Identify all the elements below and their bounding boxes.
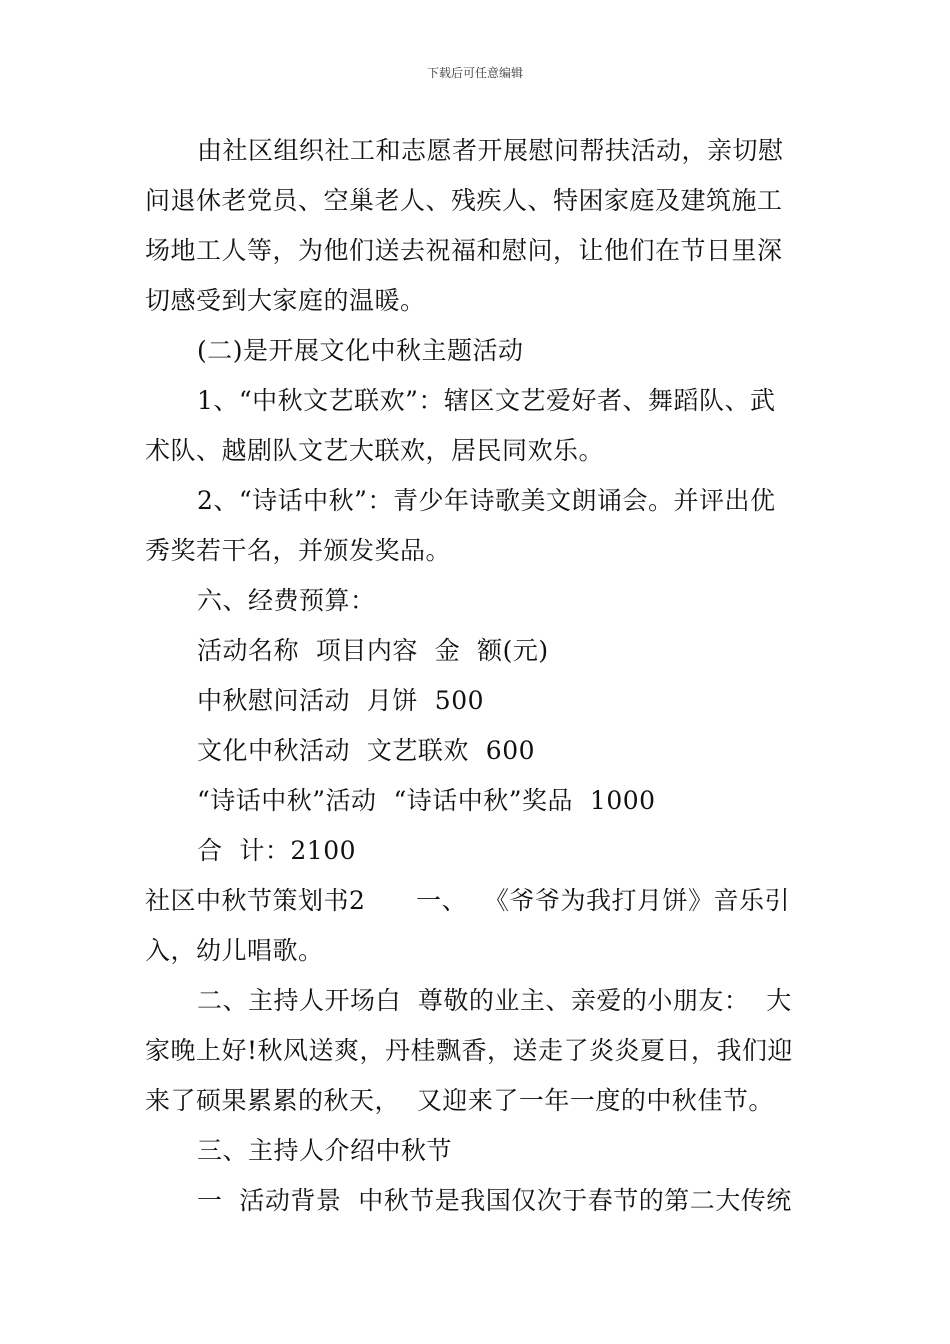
budget-line: 文化中秋活动 文艺联欢 600 bbox=[197, 736, 536, 765]
body-line: 家晚上好!秋风送爽，丹桂飘香，送走了炎炎夏日，我们迎 bbox=[145, 1036, 794, 1065]
body-line: 一 活动背景 中秋节是我国仅次于春节的第二大传统 bbox=[197, 1186, 792, 1215]
body-line: 1、“中秋文艺联欢”：辖区文艺爱好者、舞蹈队、武 bbox=[197, 386, 776, 415]
budget-header-line: 活动名称 项目内容 金 额(元) bbox=[197, 636, 549, 665]
body-line: 问退休老党员、空巢老人、残疾人、特困家庭及建筑施工 bbox=[145, 186, 783, 215]
budget-line: “诗话中秋”活动 “诗话中秋”奖品 1000 bbox=[197, 786, 656, 815]
body-line: 秀奖若干名，并颁发奖品。 bbox=[145, 536, 452, 565]
budget-total-line: 合 计：2100 bbox=[197, 836, 357, 865]
body-line: (二)是开展文化中秋主题活动 bbox=[197, 336, 524, 365]
body-line: 二、主持人开场白 尊敬的业主、亲爱的小朋友： 大 bbox=[197, 986, 792, 1015]
body-line: 来了硕果累累的秋天， 又迎来了一年一度的中秋佳节。 bbox=[145, 1086, 774, 1115]
body-line: 三、主持人介绍中秋节 bbox=[197, 1136, 453, 1165]
body-line: 场地工人等，为他们送去祝福和慰问，让他们在节日里深 bbox=[145, 236, 783, 265]
body-line: 社区中秋节策划书2 一、 《爷爷为我打月饼》音乐引 bbox=[145, 886, 790, 915]
body-line: 2、“诗话中秋”：青少年诗歌美文朗诵会。并评出优 bbox=[197, 486, 776, 515]
body-line: 六、经费预算： bbox=[197, 586, 376, 615]
body-line: 切感受到大家庭的温暖。 bbox=[145, 286, 426, 315]
page-header: 下载后可任意编辑 bbox=[426, 66, 523, 80]
body-line: 由社区组织社工和志愿者开展慰问帮扶活动，亲切慰 bbox=[197, 136, 784, 165]
body-line: 入，幼儿唱歌。 bbox=[145, 936, 324, 965]
body-line: 术队、越剧队文艺大联欢，居民同欢乐。 bbox=[145, 436, 605, 465]
budget-line: 中秋慰问活动 月饼 500 bbox=[197, 686, 485, 715]
